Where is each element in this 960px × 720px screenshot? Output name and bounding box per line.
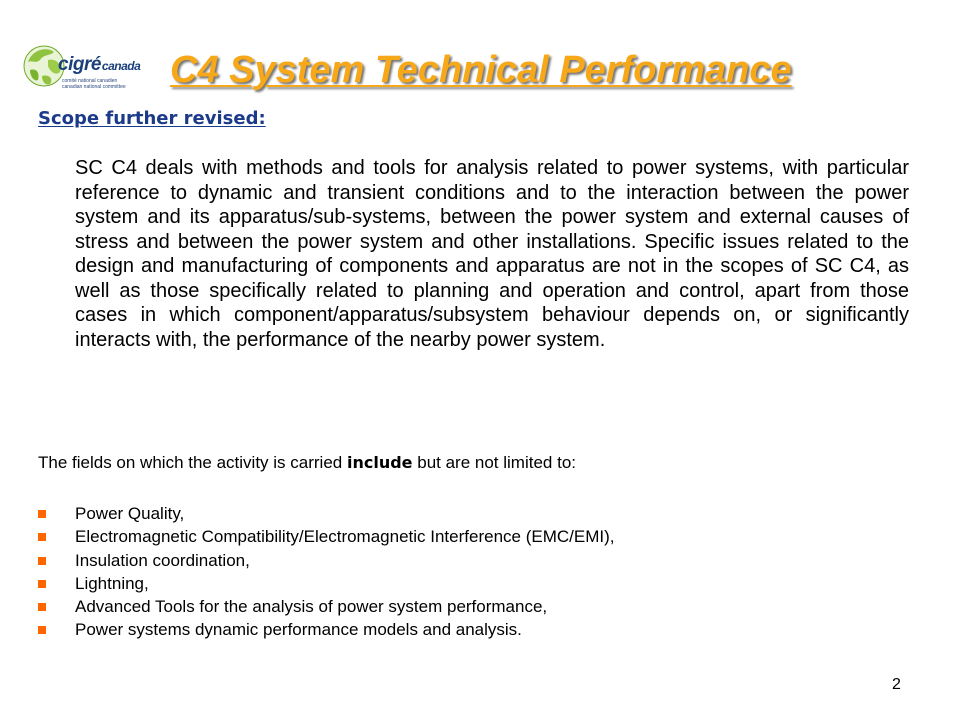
- logo-brand: [58, 54, 140, 76]
- list-item: [38, 618, 614, 641]
- list-item-label: Lightning,: [75, 573, 149, 593]
- fields-intro-emphasis: include: [346, 453, 413, 472]
- list-item-label: Electromagnetic Compatibility/Electromagnetic Interference (EMC/EMI),: [75, 527, 615, 547]
- list-item: [38, 549, 614, 572]
- list-item: [38, 595, 614, 618]
- fields-intro-after: but are not limited to:: [412, 453, 576, 472]
- square-bullet-icon: [38, 533, 46, 541]
- list-item-label: Advanced Tools for the analysis of power system performance,: [75, 597, 548, 617]
- list-item-label: Power Quality,: [75, 504, 185, 523]
- fields-list: [38, 502, 614, 642]
- logo-subtitle-english: canadian national committee: [62, 84, 126, 90]
- list-item: [38, 525, 614, 548]
- square-bullet-icon: [38, 510, 46, 518]
- list-item-label: Insulation coordination,: [75, 550, 250, 570]
- list-item: [38, 502, 614, 525]
- scope-paragraph: SC C4 deals with methods and tools for analysis related to power systems, with particular reference to dynamic and transient conditions and to the interaction between the power system and its apparatus/sub-systems, between the power system and external causes of stress and between the power system and other installations. Specific issues related to the design and manufacturing of components and apparatus are not in the scopes of SC C4, as well as those specifically related to planning and operation and control, apart from those cases in which component/apparatus/subsystem behaviour depends on, or significantly interacts with, the performance of the nearby power system.: [75, 157, 909, 351]
- logo-country: canada: [101, 59, 141, 73]
- logo-brand-name: cigré: [58, 54, 101, 75]
- section-heading: Scope further revised:: [38, 108, 266, 129]
- fields-intro: [38, 453, 576, 473]
- list-item-label: Power systems dynamic performance models and analysis.: [75, 620, 522, 640]
- square-bullet-icon: [38, 603, 46, 611]
- page-number: 2: [892, 676, 901, 693]
- logo-subtitle-french: comité national canadien: [62, 78, 118, 84]
- square-bullet-icon: [38, 580, 46, 588]
- slide-title: C4 System Technical Performance: [170, 49, 792, 91]
- cigre-canada-logo: [22, 40, 162, 102]
- list-item: [38, 572, 614, 595]
- fields-intro-before: The fields on which the activity is carried: [38, 453, 347, 472]
- square-bullet-icon: [38, 626, 46, 634]
- square-bullet-icon: [38, 557, 46, 565]
